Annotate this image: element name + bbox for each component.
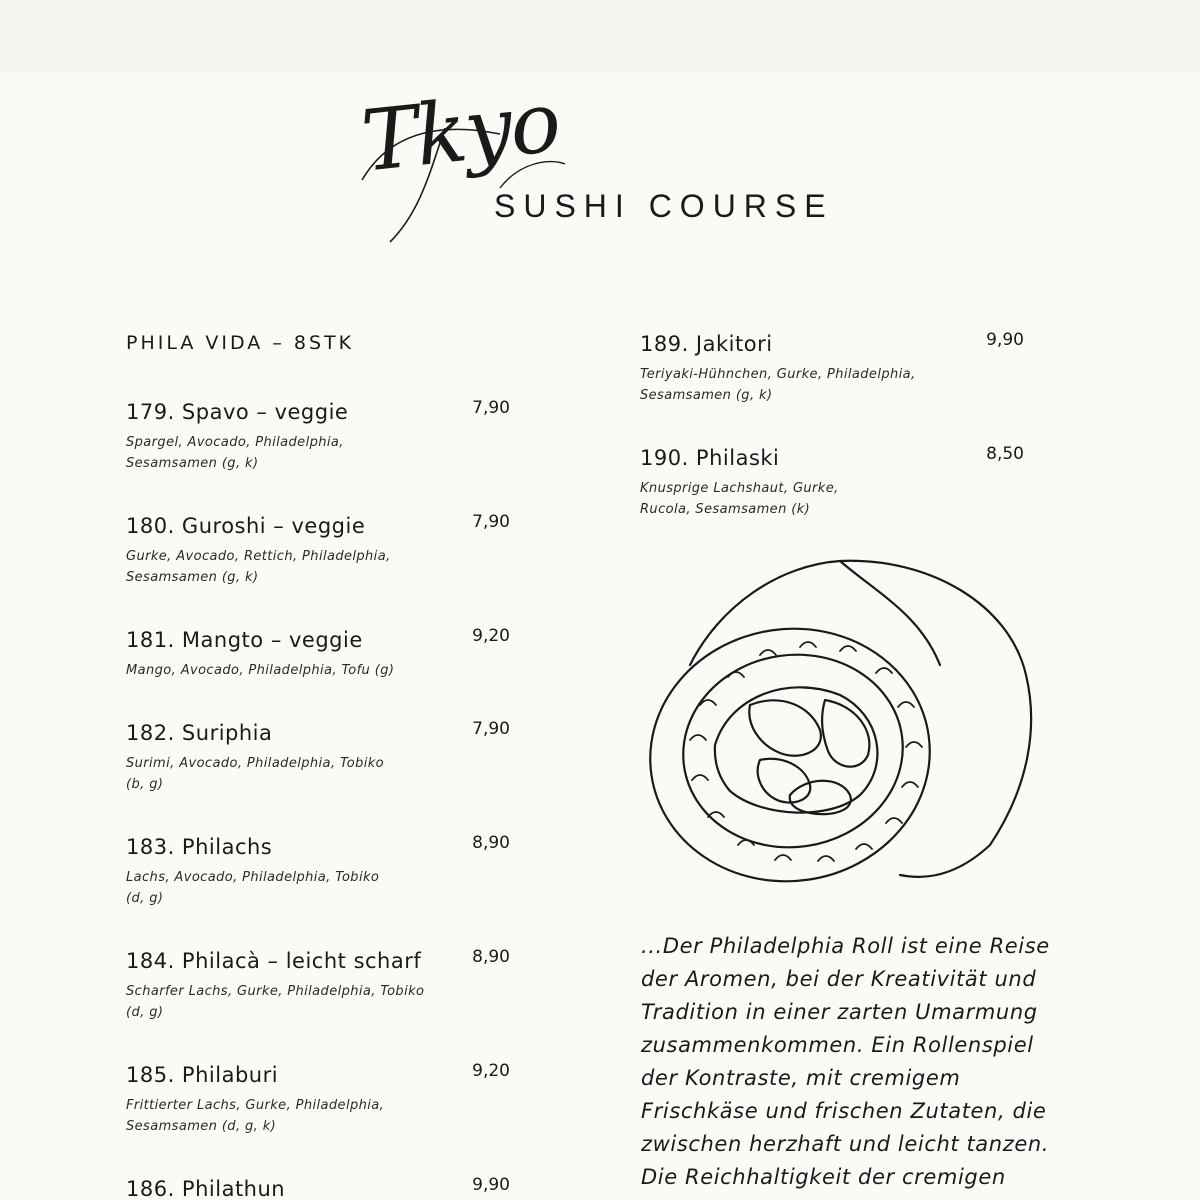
- logo-script: Tkyo: [357, 72, 564, 191]
- menu-subtitle: SUSHI COURSE: [494, 188, 834, 224]
- menu-item: [640, 330, 1060, 444]
- left-menu-column: [126, 330, 526, 1200]
- item-description: Gurke, Avocado, Rettich, Philadelphia, Sesamsamen (g, k): [126, 549, 391, 585]
- menu-quote: ...Der Philadelphia Roll ist eine Reise der Aromen, bei der Kreativität und Tradition in einer zarten Umarmung zusammenkommen. Ein Rollenspiel der Kontraste, mit cremigem Frischkäse und frischen Zutaten, die zwischen herzhaft und leicht tanzen. Die Reichhaltigkeit der cremigen: [641, 934, 1050, 1189]
- item-price: 7,90: [472, 398, 510, 418]
- item-description: Knusprige Lachshaut, Gurke, Rucola, Sesamsamen (k): [640, 481, 839, 517]
- menu-item: [126, 398, 526, 512]
- item-price: 9,90: [472, 1175, 510, 1195]
- item-price: 8,50: [986, 444, 1024, 464]
- item-name: 180. Guroshi – veggie: [126, 514, 366, 538]
- menu-item: [126, 1175, 526, 1200]
- item-name: 186. Philathun: [126, 1177, 286, 1200]
- menu-item: [126, 626, 526, 719]
- menu-item: [126, 1061, 526, 1175]
- item-price: 7,90: [472, 719, 510, 739]
- top-band: [0, 0, 1200, 72]
- item-price: 8,90: [472, 947, 510, 967]
- menu-item: [126, 719, 526, 833]
- menu-item: [126, 512, 526, 626]
- item-description: Scharfer Lachs, Gurke, Philadelphia, Tobiko (d, g): [126, 984, 425, 1020]
- right-menu-column: [640, 330, 1060, 558]
- item-name: 184. Philacà – leicht scharf: [126, 949, 422, 973]
- item-price: 9,20: [472, 1061, 510, 1081]
- item-price: 7,90: [472, 512, 510, 532]
- item-name: 182. Suriphia: [126, 721, 273, 745]
- item-price: 8,90: [472, 833, 510, 853]
- item-name: 181. Mangto – veggie: [126, 628, 363, 652]
- section-heading: PHILA VIDA – 8STK: [126, 332, 355, 354]
- item-name: 190. Philaski: [640, 446, 780, 470]
- menu-header: [350, 72, 870, 252]
- item-name: 189. Jakitori: [640, 332, 773, 356]
- item-name: 179. Spavo – veggie: [126, 400, 349, 424]
- item-name: 183. Philachs: [126, 835, 273, 859]
- menu-item: [640, 444, 1060, 558]
- item-description: Frittierter Lachs, Gurke, Philadelphia, Sesamsamen (d, g, k): [126, 1098, 385, 1134]
- item-description: Mango, Avocado, Philadelphia, Tofu (g): [126, 663, 395, 678]
- item-price: 9,20: [472, 626, 510, 646]
- item-price: 9,90: [986, 330, 1024, 350]
- item-description: Surimi, Avocado, Philadelphia, Tobiko (b, g): [126, 756, 385, 792]
- item-description: Spargel, Avocado, Philadelphia, Sesamsamen (g, k): [126, 435, 344, 471]
- item-name: 185. Philaburi: [126, 1063, 279, 1087]
- sushi-roll-icon: [630, 555, 1050, 895]
- menu-item: [126, 947, 526, 1061]
- item-description: Lachs, Avocado, Philadelphia, Tobiko (d, g): [126, 870, 380, 906]
- item-description: Teriyaki-Hühnchen, Gurke, Philadelphia, Sesamsamen (g, k): [640, 367, 916, 403]
- menu-item: [126, 833, 526, 947]
